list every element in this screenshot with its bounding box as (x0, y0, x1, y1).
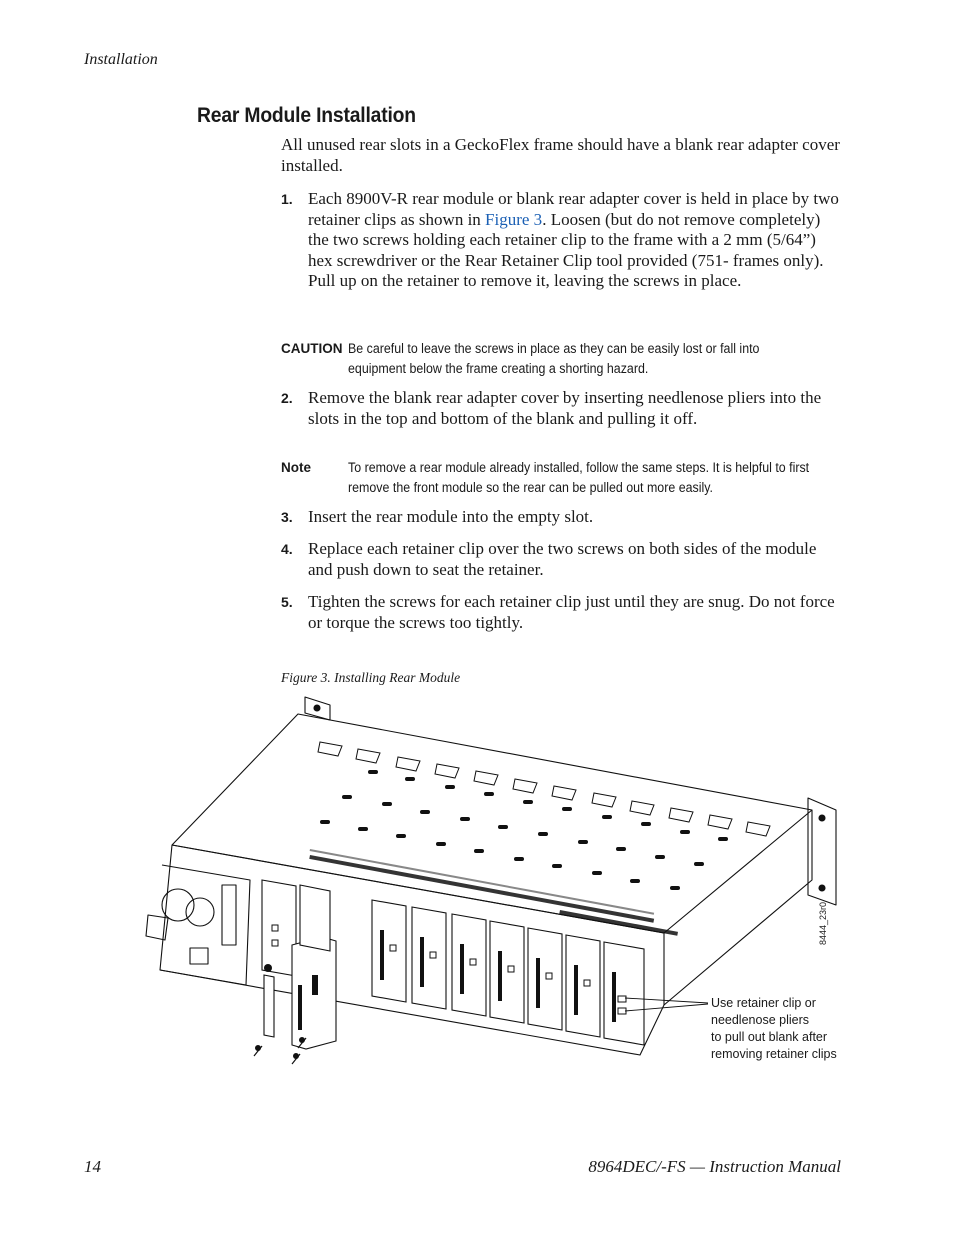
caution-label: CAUTION (281, 341, 343, 356)
running-head: Installation (84, 51, 158, 68)
note-box (281, 458, 841, 497)
step-2 (281, 388, 841, 429)
step-1 (281, 189, 841, 292)
step-text: Remove the blank rear adapter cover by inserting needlenose pliers into the slots in the top and bottom of the blank and pulling it off. (308, 388, 822, 428)
step-text: Each 8900V-R rear module or blank rear adapter cover is held in place by two retainer clips as shown in Figure 3. Loosen (but do not remove completely) the two screws holding each retainer clip to the frame with a 2 mm (5/64”) hex screwdriver or the Rear Retainer Clip tool provided (751- frames only). Pull up on the retainer to remove it, leaving the screws in place. (308, 189, 839, 290)
caution-box (281, 339, 841, 378)
page-number: 14 (84, 1157, 101, 1176)
step-number: 5. (281, 594, 293, 610)
step-text: Insert the rear module into the empty slot. (308, 507, 594, 526)
caution-text: Be careful to leave the screws in place as they can be easily lost or fall into equipment below the frame creating a shorting hazard. (348, 341, 760, 376)
callout-line: Use retainer clip or (711, 996, 816, 1010)
manual-title: 8964DEC/-FS — Instruction Manual (588, 1157, 841, 1176)
step-number: 2. (281, 390, 293, 406)
step-5 (281, 592, 841, 633)
drawing-id: 8444_23r0 (818, 901, 828, 945)
callout-line: to pull out blank after (711, 1030, 828, 1044)
callout-line: needlenose pliers (711, 1013, 809, 1027)
step-number: 4. (281, 541, 293, 557)
section-title: Rear Module Installation (197, 104, 416, 127)
step-4 (281, 539, 841, 580)
step-3 (281, 507, 841, 528)
step-text: Tighten the screws for each retainer clip just until they are snug. Do not force or torque the screws too tightly. (308, 592, 835, 632)
note-label: Note (281, 460, 311, 475)
step-text: Replace each retainer clip over the two screws on both sides of the module and push down to seat the retainer. (308, 539, 817, 579)
figure-caption: Figure 3. Installing Rear Module (281, 670, 461, 685)
step-number: 3. (281, 509, 293, 525)
callout-line: removing retainer clips (711, 1047, 837, 1061)
step-number: 1. (281, 191, 293, 207)
intro-paragraph: All unused rear slots in a GeckoFlex frame should have a blank rear adapter cover installed. (281, 135, 840, 175)
note-text: To remove a rear module already installed, follow the same steps. It is helpful to first remove the front module so the rear can be pulled out more easily. (348, 460, 810, 495)
figure-callout (711, 995, 861, 1063)
figure-link[interactable]: Figure 3 (485, 209, 543, 229)
